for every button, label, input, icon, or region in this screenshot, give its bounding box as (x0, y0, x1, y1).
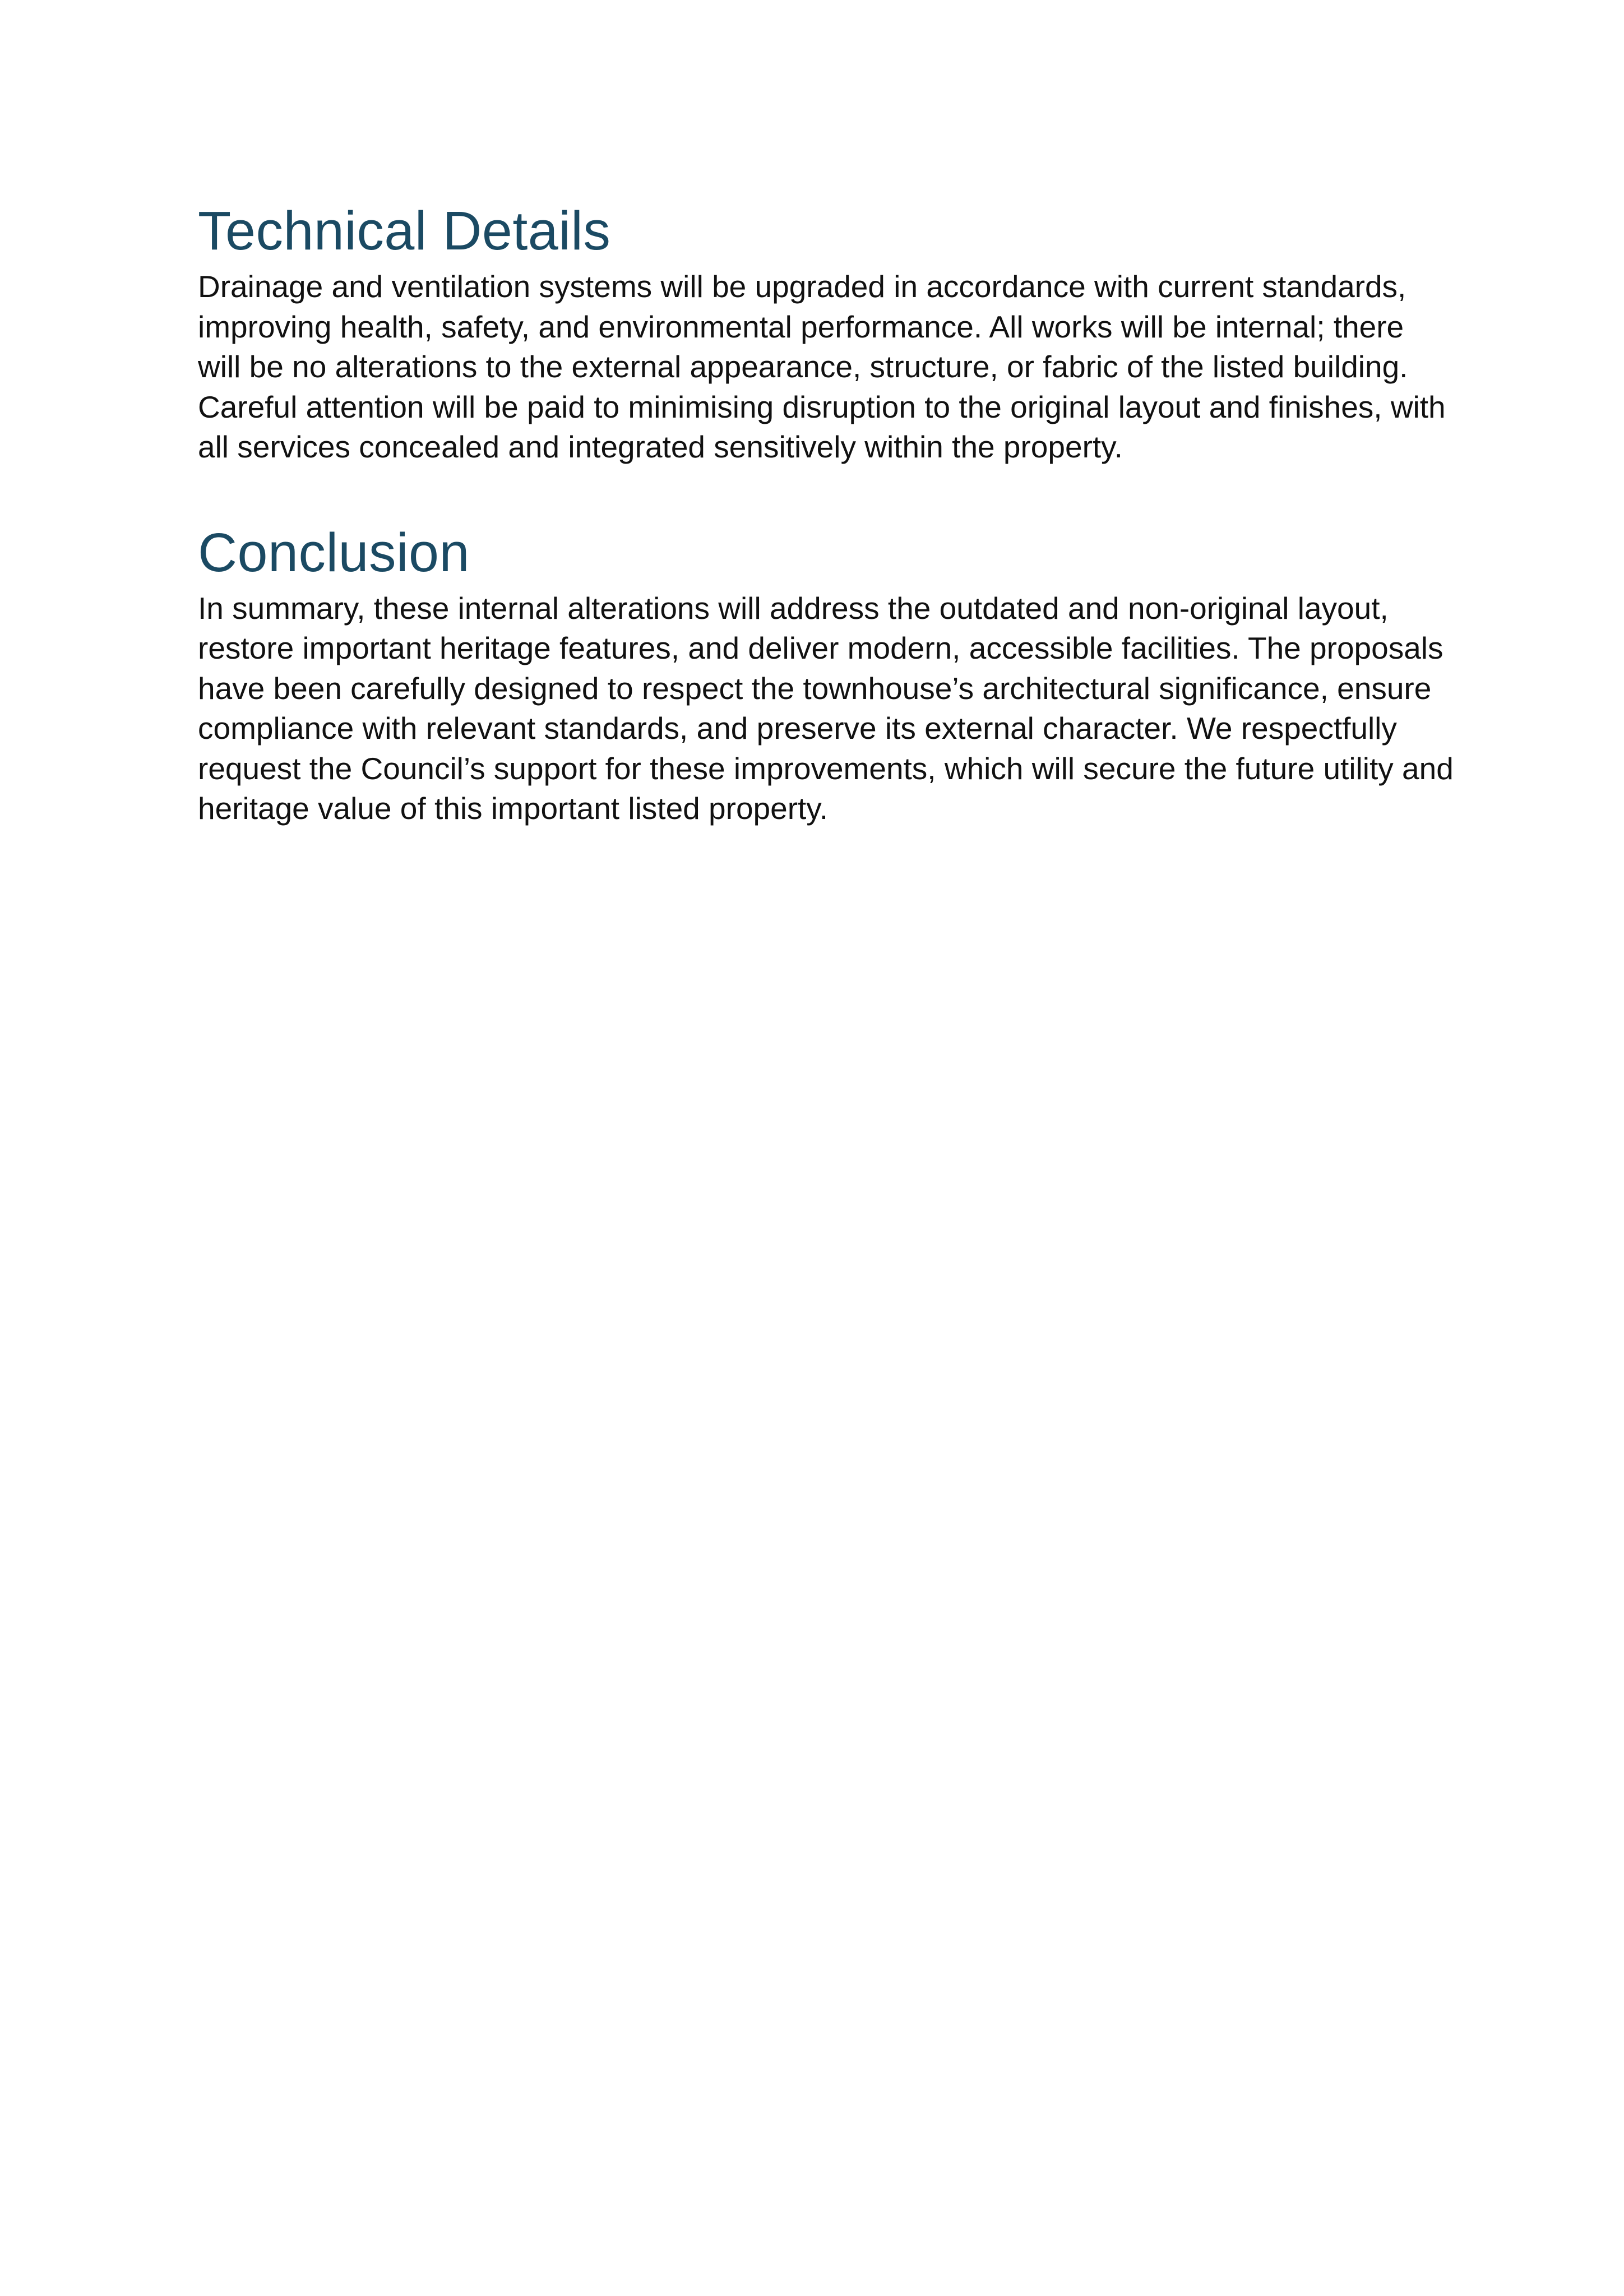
conclusion-section (198, 519, 1454, 829)
technical-details-paragraph: Drainage and ventilation systems will be upgraded in accordance with current standards, improving health, safety, and environmental performance. All works will be internal; there will be no alterations to the external appearance, structure, or fabric of the listed building. Careful attention will be paid to minimising disruption to the original layout and finishes, with all services concealed and integrated sensitively within the property. (198, 269, 1446, 464)
conclusion-paragraph: In summary, these internal alterations will address the outdated and non-original layout, restore important heritage features, and deliver modern, accessible facilities. The proposals have been carefully designed to respect the townhouse’s architectural significance, ensure compliance with relevant standards, and preserve its external character. We respectfully request the Council’s support for these improvements, which will secure the future utility and heritage value of this important listed property. (198, 590, 1454, 826)
page-content (198, 197, 1454, 829)
technical-details-section (198, 197, 1454, 467)
conclusion-heading: Conclusion (198, 521, 470, 583)
technical-details-heading: Technical Details (198, 200, 611, 261)
